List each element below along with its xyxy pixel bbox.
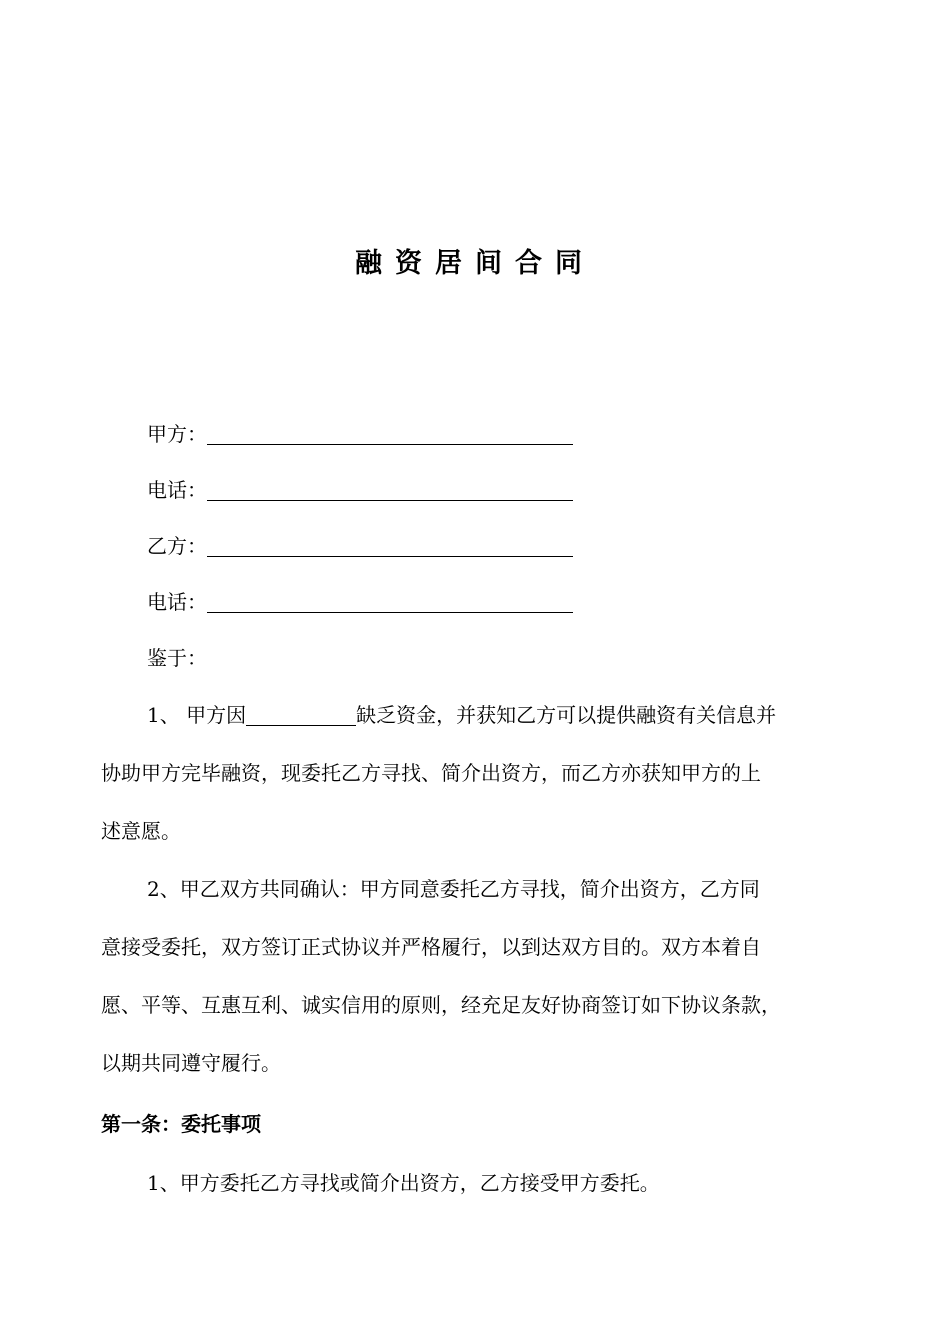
clause1-line2: 协助甲方完毕融资，现委托乙方寻找、简介出资方，而乙方亦获知甲方的上 (101, 761, 761, 785)
clause2-line3: 愿、平等、互惠互利、诚实信用的原则，经充足友好协商签订如下协议条款， (101, 993, 781, 1017)
clause1-line3: 述意愿。 (101, 819, 181, 843)
party-a-field (147, 419, 573, 449)
clause1-blank (246, 703, 356, 726)
document-title: 融资居间合同 (355, 248, 595, 279)
party-a-blank (207, 422, 573, 445)
party-b-phone-field (147, 587, 573, 617)
clause1-suffix: 缺乏资金，并获知乙方可以提供融资有关信息并 (356, 703, 777, 727)
party-b-field (147, 531, 573, 561)
party-b-phone-blank (207, 590, 573, 613)
party-b-label: 乙方： (147, 534, 207, 558)
clause2-line4: 以期共同遵守履行。 (101, 1051, 281, 1075)
party-a-phone-field (147, 475, 573, 505)
article1-heading: 第一条：委托事项 (101, 1112, 261, 1136)
party-b-blank (207, 534, 573, 557)
party-a-phone-blank (207, 478, 573, 501)
clause2-line1: 2、甲乙双方共同确认：甲方同意委托乙方寻找，简介出资方，乙方同 (147, 877, 760, 901)
party-a-label: 甲方： (147, 422, 207, 446)
clause1-prefix: 1、 甲方因 (147, 703, 247, 727)
article1-item1: 1、甲方委托乙方寻找或简介出资方，乙方接受甲方委托。 (147, 1171, 660, 1195)
clause2-line2: 意接受委托，双方签订正式协议并严格履行，以到达双方目的。双方本着自 (101, 935, 761, 959)
clause1-line1 (147, 700, 776, 730)
party-b-phone-label: 电话： (147, 590, 207, 614)
party-a-phone-label: 电话： (147, 478, 207, 502)
whereas-label: 鉴于： (147, 646, 207, 670)
